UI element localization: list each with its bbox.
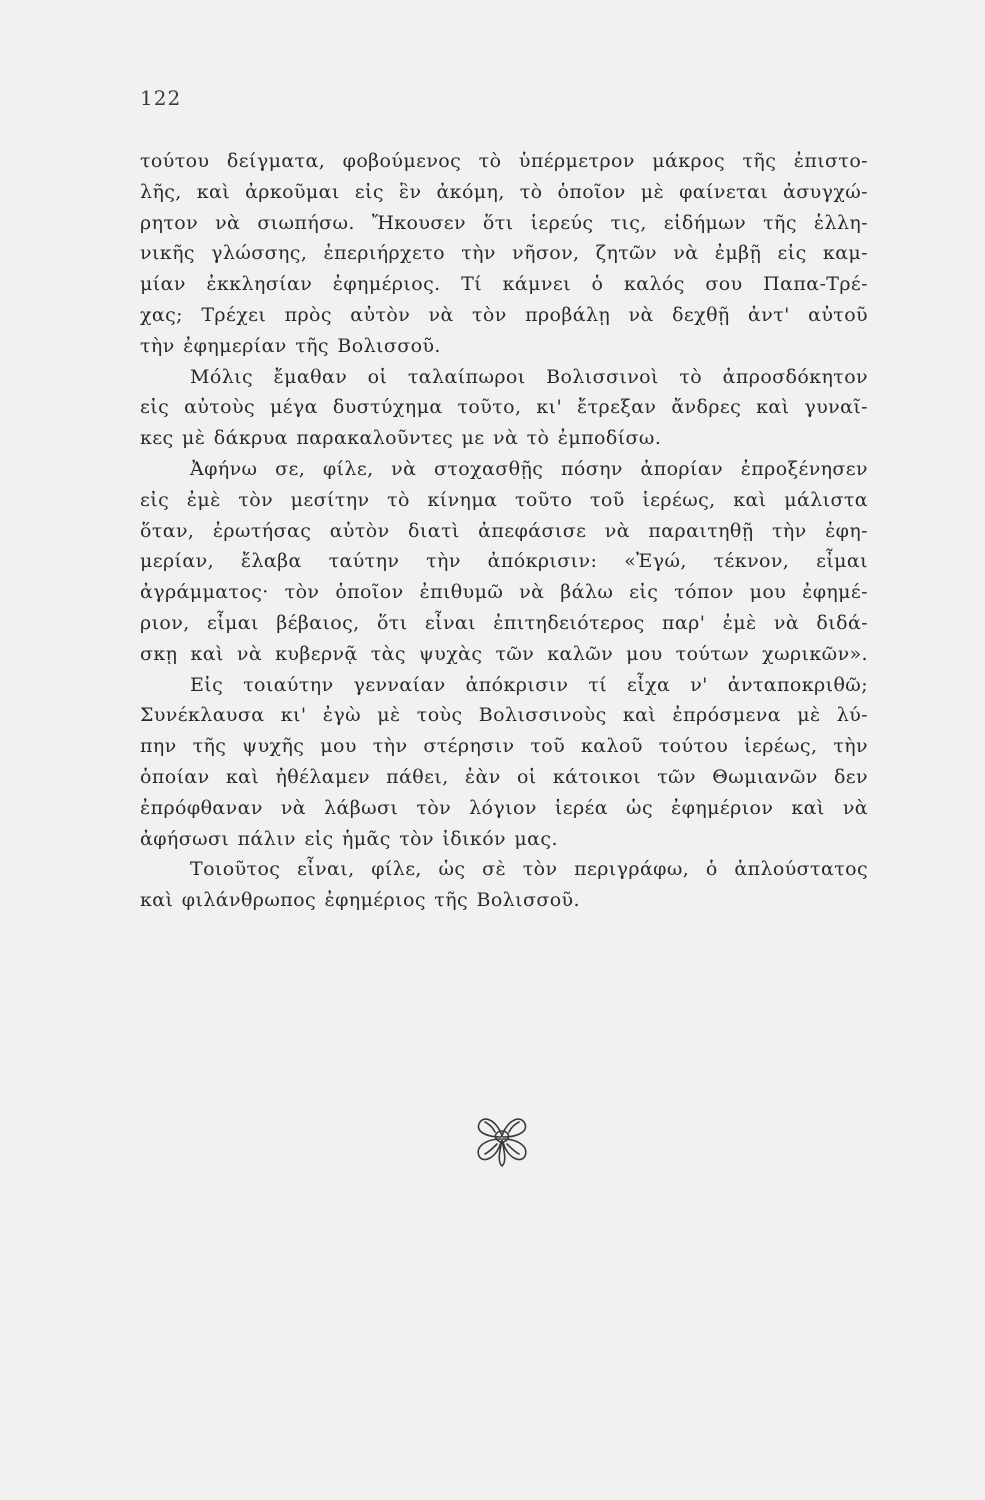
text-line: καὶ φιλάνθρωπος ἐφημέριος τῆς Βολισσοῦ. (140, 889, 580, 912)
text-line: μερίαν, ἔλαβα ταύτην τὴν ἀπόκρισιν: «Ἐγώ, τέκνον, εἶμαι (140, 550, 868, 573)
text-line: ἀφήσωσι πάλιν εἰς ἡμᾶς τὸν ἰδικόν μας. (140, 827, 558, 850)
text-line: ὁποίαν καὶ ἠθέλαμεν πάθει, ἐὰν οἱ κάτοικοι τῶν Θωμιανῶν δεν (140, 765, 868, 788)
text-line: νικῆς γλώσσης, ἐπεριήρχετο τὴν νῆσον, ζητῶν νὰ ἐμβῇ εἰς καμ- (140, 242, 868, 265)
text-line: Συνέκλαυσα κι' ἐγὼ μὲ τοὺς Βολισσινοὺς καὶ ἐπρόσμενα μὲ λύ- (140, 704, 868, 727)
text-line: μίαν ἐκκλησίαν ἐφημέριος. Τί κάμνει ὁ καλός σου Παπα-Τρέ- (140, 273, 868, 296)
text-line: σκῃ καὶ νὰ κυβερνᾷ τὰς ψυχὰς τῶν καλῶν μου τούτων χωρικῶν». (140, 642, 868, 665)
text-line: ριον, εἶμαι βέβαιος, ὅτι εἶναι ἐπιτηδειότερος παρ' ἐμὲ νὰ διδά- (140, 611, 868, 634)
page-number: 122 (140, 86, 182, 110)
text-line: χας; Τρέχει πρὸς αὐτὸν νὰ τὸν προβάλῃ νὰ δεχθῇ ἀντ' αὐτοῦ (140, 303, 868, 326)
text-line: Εἰς τοιαύτην γενναίαν ἀπόκρισιν τί εἶχα ν' ἀνταποκριθῶ; (190, 673, 868, 696)
text-line: τὴν ἐφημερίαν τῆς Βολισσοῦ. (140, 334, 441, 357)
text-line: ὅταν, ἐρωτήσας αὐτὸν διατὶ ἀπεφάσισε νὰ παραιτηθῇ τὴν ἐφη- (140, 519, 868, 542)
text-line: τούτου δείγματα, φοβούμενος τὸ ὑπέρμετρον μάκρος τῆς ἐπιστο- (140, 150, 868, 172)
text-line: εἰς αὐτοὺς μέγα δυστύχημα τοῦτο, κι' ἔτρεξαν ἄνδρες καὶ γυναῖ- (140, 396, 868, 419)
flower-ornament-icon (467, 1106, 537, 1170)
text-line: Μόλις ἔμαθαν οἱ ταλαίπωροι Βολισσινοὶ τὸ ἀπροσδόκητον (190, 365, 868, 388)
text-line: κες μὲ δάκρυα παρακαλοῦντες με νὰ τὸ ἐμποδίσω. (140, 427, 662, 450)
text-line: Τοιοῦτος εἶναι, φίλε, ὡς σὲ τὸν περιγράφω, ὁ ἁπλούστατος (190, 858, 868, 881)
text-line: ἀγράμματος· τὸν ὁποῖον ἐπιθυμῶ νὰ βάλω εἰς τόπον μου ἐφημέ- (140, 581, 868, 604)
text-line: ρητον νὰ σιωπήσω. Ἤκουσεν ὅτι ἱερεύς τις, εἰδήμων τῆς ἑλλη- (140, 211, 868, 234)
text-line: ἐπρόφθαναν νὰ λάβωσι τὸν λόγιον ἱερέα ὡς ἐφημέριον καὶ νὰ (140, 796, 868, 819)
body-text (140, 146, 868, 916)
text-line: Ἀφήνω σε, φίλε, νὰ στοχασθῇς πόσην ἀπορίαν ἐπροξένησεν (190, 457, 868, 480)
text-line: εἰς ἐμὲ τὸν μεσίτην τὸ κίνημα τοῦτο τοῦ ἱερέως, καὶ μάλιστα (140, 488, 868, 511)
text-line: λῆς, καὶ ἀρκοῦμαι εἰς ἓν ἀκόμη, τὸ ὁποῖον μὲ φαίνεται ἀσυγχώ- (140, 180, 868, 203)
text-line: πην τῆς ψυχῆς μου τὴν στέρησιν τοῦ καλοῦ τούτου ἱερέως, τὴν (140, 735, 868, 758)
